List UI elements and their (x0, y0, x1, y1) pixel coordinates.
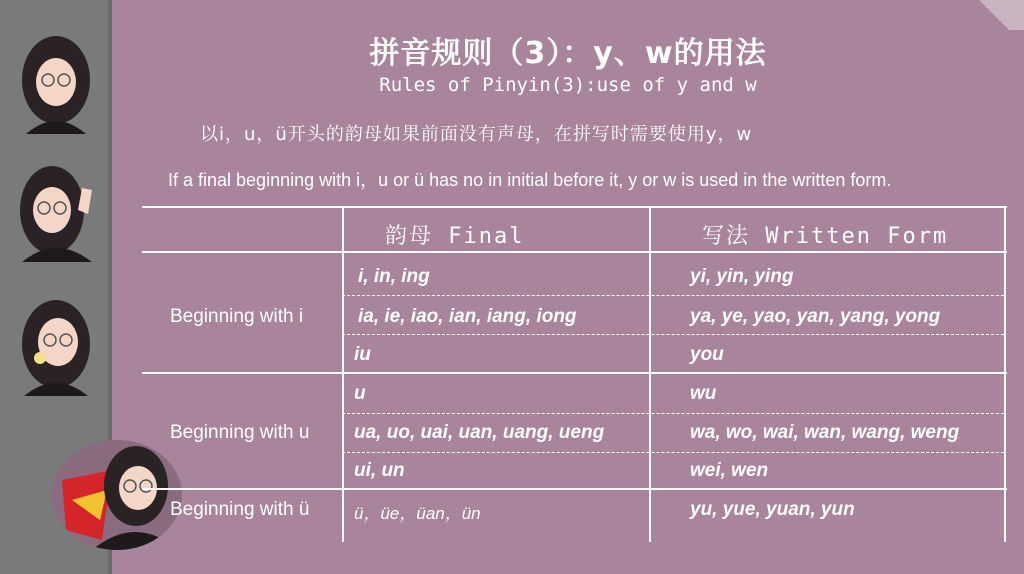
header-written-form: 写法 Written Form (702, 224, 949, 249)
written-cell: you (690, 344, 724, 365)
page-subtitle: Rules of Pinyin(3):use of y and w (379, 74, 757, 96)
written-cell: wei, wen (690, 460, 769, 481)
page-title: 拼音规则（3）：y、w的用法 (369, 36, 767, 71)
row-divider (342, 452, 1004, 453)
avatar-girl-3 (12, 292, 100, 396)
intro-english: If a final beginning with i，u or ü has no in initial before it, y or w is used in the written form. (168, 170, 892, 190)
final-cell: ü，üe，üan，ün (354, 504, 481, 523)
row-divider (342, 334, 1004, 335)
avatar-badge (52, 440, 182, 550)
final-cell: i, in, ing (358, 266, 430, 287)
final-cell: ui, un (354, 460, 405, 481)
final-cell: u (354, 383, 366, 404)
intro-chinese: 以i，u，ü开头的韵母如果前面没有声母，在拼写时需要使用y，w (200, 124, 753, 145)
avatar-girl-2 (12, 158, 100, 262)
written-cell: yu, yue, yuan, yun (690, 499, 855, 520)
table-right-border (1004, 206, 1006, 542)
final-cell: iu (354, 344, 371, 365)
group-label-i: Beginning with i (170, 306, 304, 327)
page-corner-fold (964, 0, 1024, 30)
header-final: 韵母 Final (385, 224, 525, 249)
table-top-border (142, 206, 1007, 208)
avatar-girl-4 (52, 440, 182, 550)
row-divider (342, 295, 1004, 296)
final-cell: ia, ie, iao, ian, iang, iong (358, 306, 577, 327)
written-cell: yi, yin, ying (690, 266, 794, 287)
written-cell: wa, wo, wai, wan, wang, weng (690, 422, 960, 443)
header-divider (142, 251, 1007, 253)
row-divider (342, 413, 1004, 414)
column-divider-2 (649, 206, 651, 542)
group-label-u: Beginning with u (170, 422, 310, 443)
column-divider-1 (342, 206, 344, 542)
group-divider-2 (142, 488, 1007, 490)
written-cell: wu (690, 383, 717, 404)
group-label-v: Beginning with ü (170, 499, 310, 520)
final-cell: ua, uo, uai, uan, uang, ueng (354, 422, 605, 443)
avatar-girl-1 (12, 30, 100, 134)
group-divider-1 (142, 372, 1007, 374)
written-cell: ya, ye, yao, yan, yang, yong (690, 306, 941, 327)
